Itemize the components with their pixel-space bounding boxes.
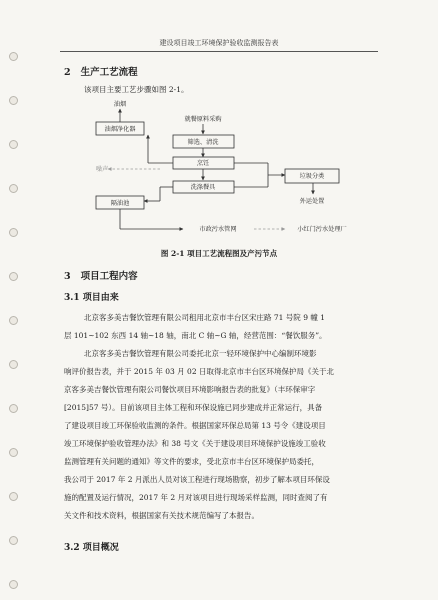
section-number: 3	[64, 271, 71, 282]
section-title: 项目工程内容	[80, 271, 138, 282]
binding-hole	[9, 580, 18, 589]
subsection-3-1-heading: 3.1 项目由来	[64, 293, 119, 303]
section-3-heading	[64, 268, 138, 282]
node-wash: 筛选、清洗	[187, 139, 219, 146]
node-raw: 就餐原料采购	[184, 116, 222, 123]
binding-hole	[9, 448, 18, 457]
section-number: 2	[64, 67, 71, 78]
binding-hole	[9, 360, 18, 369]
node-plant: 小红门污水处理厂	[297, 226, 347, 233]
node-purifier: 油烟净化器	[104, 126, 136, 133]
running-header: 建设项目竣工环境保护验收监测报告表	[60, 38, 378, 52]
paragraph-line: 京客多美吉餐饮管理有限公司餐饮项目环境影响报告表的批复》（丰环保审字	[64, 385, 316, 394]
binding-hole	[9, 404, 18, 413]
process-flow-diagram	[0, 0, 438, 270]
node-fume: 油烟	[113, 101, 127, 108]
node-waste: 垃圾分类	[299, 173, 325, 180]
node-noise: 噪声	[95, 166, 109, 173]
section-title: 生产工艺流程	[80, 67, 138, 78]
paragraph-line: 了建设项目竣工环保验收监测的条件。根据国家环保总局第 13 号令《建设项目	[64, 421, 326, 430]
node-cook: 烹饪	[196, 160, 210, 167]
node-disposal: 外运处置	[299, 198, 325, 205]
binding-hole	[9, 316, 18, 325]
paragraph-line: 关文件和技术资料，根据国家有关技术规范编写了本报告。	[64, 511, 259, 520]
subsection-3-2-heading: 3.2 项目概况	[64, 543, 119, 553]
paragraph-line: 响评价报告表，并于 2015 年 03 月 02 日取得北京市丰台区环境保护局《关于北	[64, 367, 334, 376]
paragraph-line: 我公司于 2017 年 2 月派出人员对该工程进行现场勘察，初步了解本项目环保设	[64, 475, 330, 484]
paragraph-line: [2015]57 号）。目前该项目主体工程和环保设施已同步建成并正常运行，具备	[64, 403, 323, 412]
diagram-caption: 图 2-1 项目工艺流程图及产污节点	[160, 249, 278, 258]
paragraph-line: 北京客多美吉餐饮管理有限公司租用北京市丰台区宋庄路 71 号院 9 幢 1	[84, 313, 326, 322]
paragraph-line: 监测管理有关问题的通知》等文件的要求，受北京市丰台区环境保护局委托，	[64, 457, 319, 466]
paragraph-line: 层 101~102 东西 14 轴~18 轴，南北 C 轴~G 轴，经营范围：“餐饮服务”。	[64, 331, 327, 340]
section-2-intro: 该项目主要工艺步骤如图 2-1。	[84, 85, 189, 94]
paragraph-line: 竣工环境保护验收管理办法》和 38 号文《关于建设项目环境保护设施竣工验收	[64, 439, 326, 448]
paragraph-line: 北京客多美吉餐饮管理有限公司委托北京一轻环境保护中心编制环境影	[84, 349, 317, 358]
binding-hole	[9, 272, 18, 281]
node-sewer: 市政污水管网	[199, 226, 237, 233]
binding-hole	[9, 536, 18, 545]
paragraph-line: 施的配置及运行情况，2017 年 2 月对该项目进行现场采样监测，同时查阅了有	[64, 493, 328, 502]
binding-hole	[9, 492, 18, 501]
node-grease-trap: 隔油池	[110, 200, 130, 207]
node-washware: 洗涤餐具	[190, 184, 216, 191]
